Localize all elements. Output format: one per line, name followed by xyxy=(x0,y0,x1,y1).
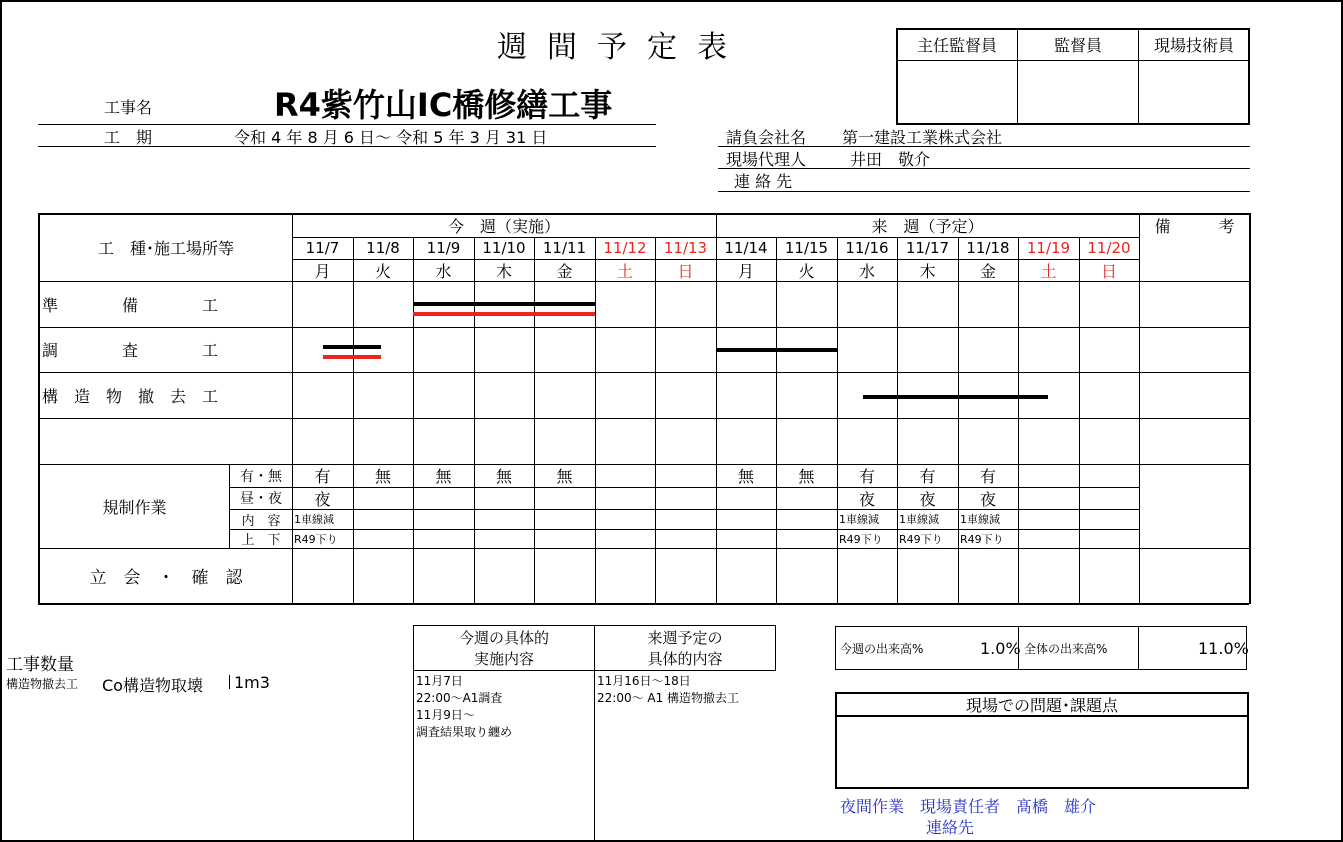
restriction-presence-cell: 無 xyxy=(495,467,512,486)
date-cell: 11/16 xyxy=(845,239,889,257)
next-week-detail-header-2: 具体的内容 xyxy=(647,649,723,668)
site-engineer-header: 現場技術員 xyxy=(1153,36,1234,55)
restriction-presence-cell: 有 xyxy=(919,467,936,486)
agent-name: 井田 敬介 xyxy=(850,150,931,169)
date-cell: 11/9 xyxy=(426,239,461,257)
date-cell: 11/8 xyxy=(366,239,400,257)
restriction-direction-cell: R49下り xyxy=(294,532,338,546)
restriction-presence-cell: 有 xyxy=(858,467,875,486)
restriction-day-night-cell: 夜 xyxy=(979,489,996,509)
project-period: 令和 4 年 8 月 6 日～ 令和 5 年 3 月 31 日 xyxy=(234,128,548,147)
weekday-cell: 日 xyxy=(1100,261,1117,281)
date-cell: 11/14 xyxy=(724,239,768,257)
page-title: 週間予定表 xyxy=(497,30,747,65)
restriction-presence-cell: 無 xyxy=(798,467,815,486)
next-week-header: 来 週（予定） xyxy=(871,216,984,236)
agent-label: 現場代理人 xyxy=(726,150,807,169)
restriction-direction-cell: R49下り xyxy=(960,532,1004,546)
restriction-sub-label: 内 容 xyxy=(241,513,281,529)
quantity-title: 工事数量 xyxy=(6,655,74,675)
this-week-progress-value: 1.0% xyxy=(980,638,1021,658)
work-row-label: 準 備 工 xyxy=(42,295,219,315)
date-cell: 11/10 xyxy=(482,239,526,257)
weekday-cell: 金 xyxy=(979,261,996,281)
date-cell: 11/20 xyxy=(1087,239,1131,257)
night-work-contact: 連絡先 xyxy=(926,818,975,837)
restriction-day-night-cell: 夜 xyxy=(314,489,331,509)
preparation-plan-bar xyxy=(413,302,595,306)
weekday-cell: 土 xyxy=(616,261,633,281)
weekday-cell: 日 xyxy=(677,261,694,281)
remarks-header: 備 考 xyxy=(1154,216,1235,236)
date-cell: 11/15 xyxy=(784,239,829,257)
restriction-sub-label: 有・無 xyxy=(240,468,282,485)
supervisor-header: 監督員 xyxy=(1053,36,1102,55)
restriction-day-night-cell: 夜 xyxy=(919,489,936,509)
date-cell: 11/7 xyxy=(305,239,340,257)
date-cell: 11/19 xyxy=(1026,239,1071,257)
quantity-item: Co構造物取壊 xyxy=(102,676,203,695)
weekday-cell: 月 xyxy=(314,261,331,281)
contractor-label: 請負会社名 xyxy=(726,128,807,147)
weekday-cell: 木 xyxy=(919,261,936,281)
weekday-cell: 火 xyxy=(798,261,815,281)
witness-label: 立 会 ・ 確 認 xyxy=(89,568,243,588)
weekday-cell: 月 xyxy=(737,261,754,281)
weekday-cell: 木 xyxy=(495,261,512,281)
contractor-name: 第一建設工業株式会社 xyxy=(842,128,1003,147)
survey-actual-bar xyxy=(323,355,381,359)
restriction-direction-cell: R49下り xyxy=(839,532,883,546)
preparation-actual-bar xyxy=(413,312,595,316)
restriction-sub-label: 昼・夜 xyxy=(240,491,282,507)
this-week-progress-label: 今週の出来高% xyxy=(840,641,924,656)
restriction-presence-cell: 有 xyxy=(979,467,996,486)
date-cell: 11/17 xyxy=(905,239,950,257)
date-cell: 11/13 xyxy=(663,239,708,257)
this-week-detail-content: 11月7日 22:00～A1調査 11月9日～ 調査結果取り纏め xyxy=(416,674,513,739)
survey-next-plan-bar xyxy=(716,348,837,352)
restriction-presence-cell: 無 xyxy=(737,467,754,486)
weekday-cell: 金 xyxy=(556,261,573,281)
this-week-detail-header-1: 今週の具体的 xyxy=(458,628,549,647)
restriction-content-cell: 1車線減 xyxy=(839,513,879,526)
project-name: R4紫竹山IC橋修繕工事 xyxy=(274,86,613,124)
weekday-cell: 水 xyxy=(435,261,452,281)
restriction-sub-label: 上 下 xyxy=(241,533,281,548)
restriction-presence-cell: 無 xyxy=(435,467,452,486)
project-name-label: 工事名 xyxy=(104,98,153,117)
restriction-presence-cell: 有 xyxy=(314,467,331,486)
total-progress-value: 11.0% xyxy=(1198,638,1249,658)
demolition-plan-bar xyxy=(863,395,1048,399)
date-cell: 11/11 xyxy=(542,239,587,257)
weekday-cell: 土 xyxy=(1040,261,1057,281)
restriction-content-cell: 1車線減 xyxy=(294,513,334,526)
quantity-category: 構造物撤去工 xyxy=(6,677,79,691)
restriction-content-cell: 1車線減 xyxy=(899,513,939,526)
restriction-presence-cell: 無 xyxy=(374,467,391,486)
issues-title: 現場での問題･課題点 xyxy=(965,696,1118,715)
period-label: 工 期 xyxy=(104,128,153,147)
restriction-label: 規制作業 xyxy=(102,497,167,517)
restriction-presence-cell: 無 xyxy=(556,467,573,486)
next-week-detail-content: 11月16日～18日 22:00～ A1 構造物撤去工 xyxy=(597,674,740,705)
restriction-direction-cell: R49下り xyxy=(899,532,943,546)
date-cell: 11/12 xyxy=(603,239,647,257)
survey-plan-bar xyxy=(323,345,381,349)
weekday-cell: 火 xyxy=(374,261,391,281)
work-row-label xyxy=(42,418,288,464)
next-week-detail-header-1: 来週予定の xyxy=(647,628,723,647)
this-week-detail-header-2: 実施内容 xyxy=(473,649,534,668)
contact-label: 連 絡 先 xyxy=(734,172,793,191)
chief-supervisor-header: 主任監督員 xyxy=(916,36,997,55)
work-row-label: 構 造 物 撤 去 工 xyxy=(42,386,219,406)
this-week-header: 今 週（実施） xyxy=(447,216,560,236)
restriction-content-cell: 1車線減 xyxy=(960,513,1000,526)
night-work-responsible: 夜間作業 現場責任者 髙橋 雄介 xyxy=(840,797,1097,816)
restriction-day-night-cell: 夜 xyxy=(858,489,875,509)
work-row-label: 調 査 工 xyxy=(42,341,219,360)
work-type-header: 工 種･施工場所等 xyxy=(97,238,234,258)
date-cell: 11/18 xyxy=(966,239,1010,257)
total-progress-label: 全体の出来高% xyxy=(1024,641,1108,656)
quantity-amount: 1m3 xyxy=(234,673,270,692)
weekday-cell: 水 xyxy=(858,261,875,281)
